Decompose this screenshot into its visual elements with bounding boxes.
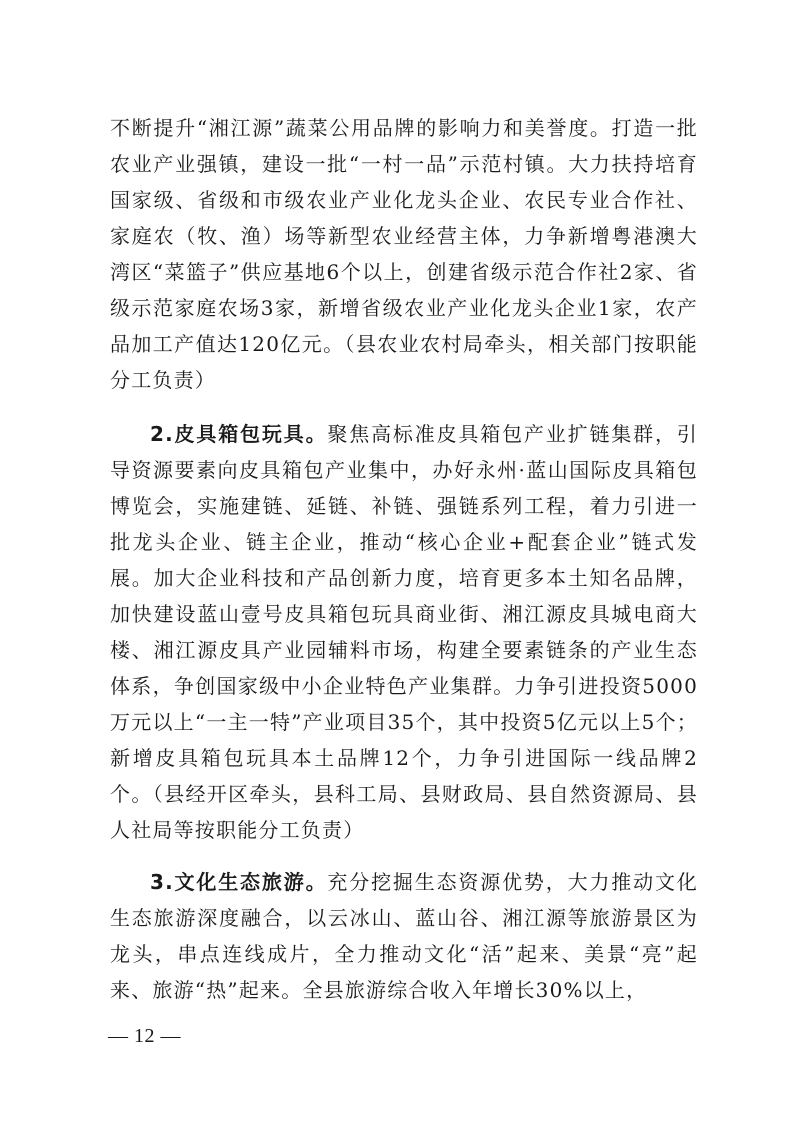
paragraph-agriculture-text: 不断提升“湘江源”蔬菜公用品牌的影响力和美誉度。打造一批农业产业强镇，建设一批“一村一品”示范村镇。大力扶持培育国家级、省级和市级农业产业化龙头企业、农民专业合作社、家庭农（牧、渔）场等新型农业经营主体，力争新增粤港澳大湾区“菜篮子”供应基地6个以上，创建省级示范合作社2家、省级示范家庭农场3家，新增省级农业产业化龙头企业1家，农产品加工产值达120亿元。（县农业农村局牵头，相关部门按职能分工负责） — [110, 116, 698, 392]
page-number: — 12 — — [108, 1025, 181, 1047]
paragraph-leather-goods — [110, 416, 698, 848]
paragraph-leather-goods-text: 聚焦高标准皮具箱包产业扩链集群，引导资源要素向皮具箱包产业集中，办好永州·蓝山国际皮具箱包博览会，实施建链、延链、补链、强链系列工程，着力引进一批龙头企业、链主企业，推动“核心企业+配套企业”链式发展。加大企业科技和产品创新力度，培育更多本土知名品牌，加快建设蓝山壹号皮具箱包玩具商业街、湘江源皮具城电商大楼、湘江源皮具产业园辅料市场，构建全要素链条的产业生态体系，争创国家级中小企业特色产业集群。力争引进投资5000万元以上“一主一特”产业项目35个，其中投资5亿元以上5个；新增皮具箱包玩具本土品牌12个，力争引进国际一线品牌2个。（县经开区牵头，县科工局、县财政局、县自然资源局、县人社局等按职能分工负责） — [110, 422, 698, 842]
paragraph-culture-tourism — [110, 864, 698, 1008]
paragraph-culture-tourism-heading: 3.文化生态旅游。 — [150, 870, 328, 894]
paragraph-agriculture — [110, 110, 698, 398]
paragraph-leather-goods-heading: 2.皮具箱包玩具。 — [150, 422, 328, 446]
paragraph-culture-tourism-text: 充分挖掘生态资源优势，大力推动文化生态旅游深度融合，以云冰山、蓝山谷、湘江源等旅游景区为龙头，串点连线成片，全力推动文化“活”起来、美景“亮”起来、旅游“热”起来。全县旅游综合收入年增长30%以上， — [110, 870, 698, 1002]
